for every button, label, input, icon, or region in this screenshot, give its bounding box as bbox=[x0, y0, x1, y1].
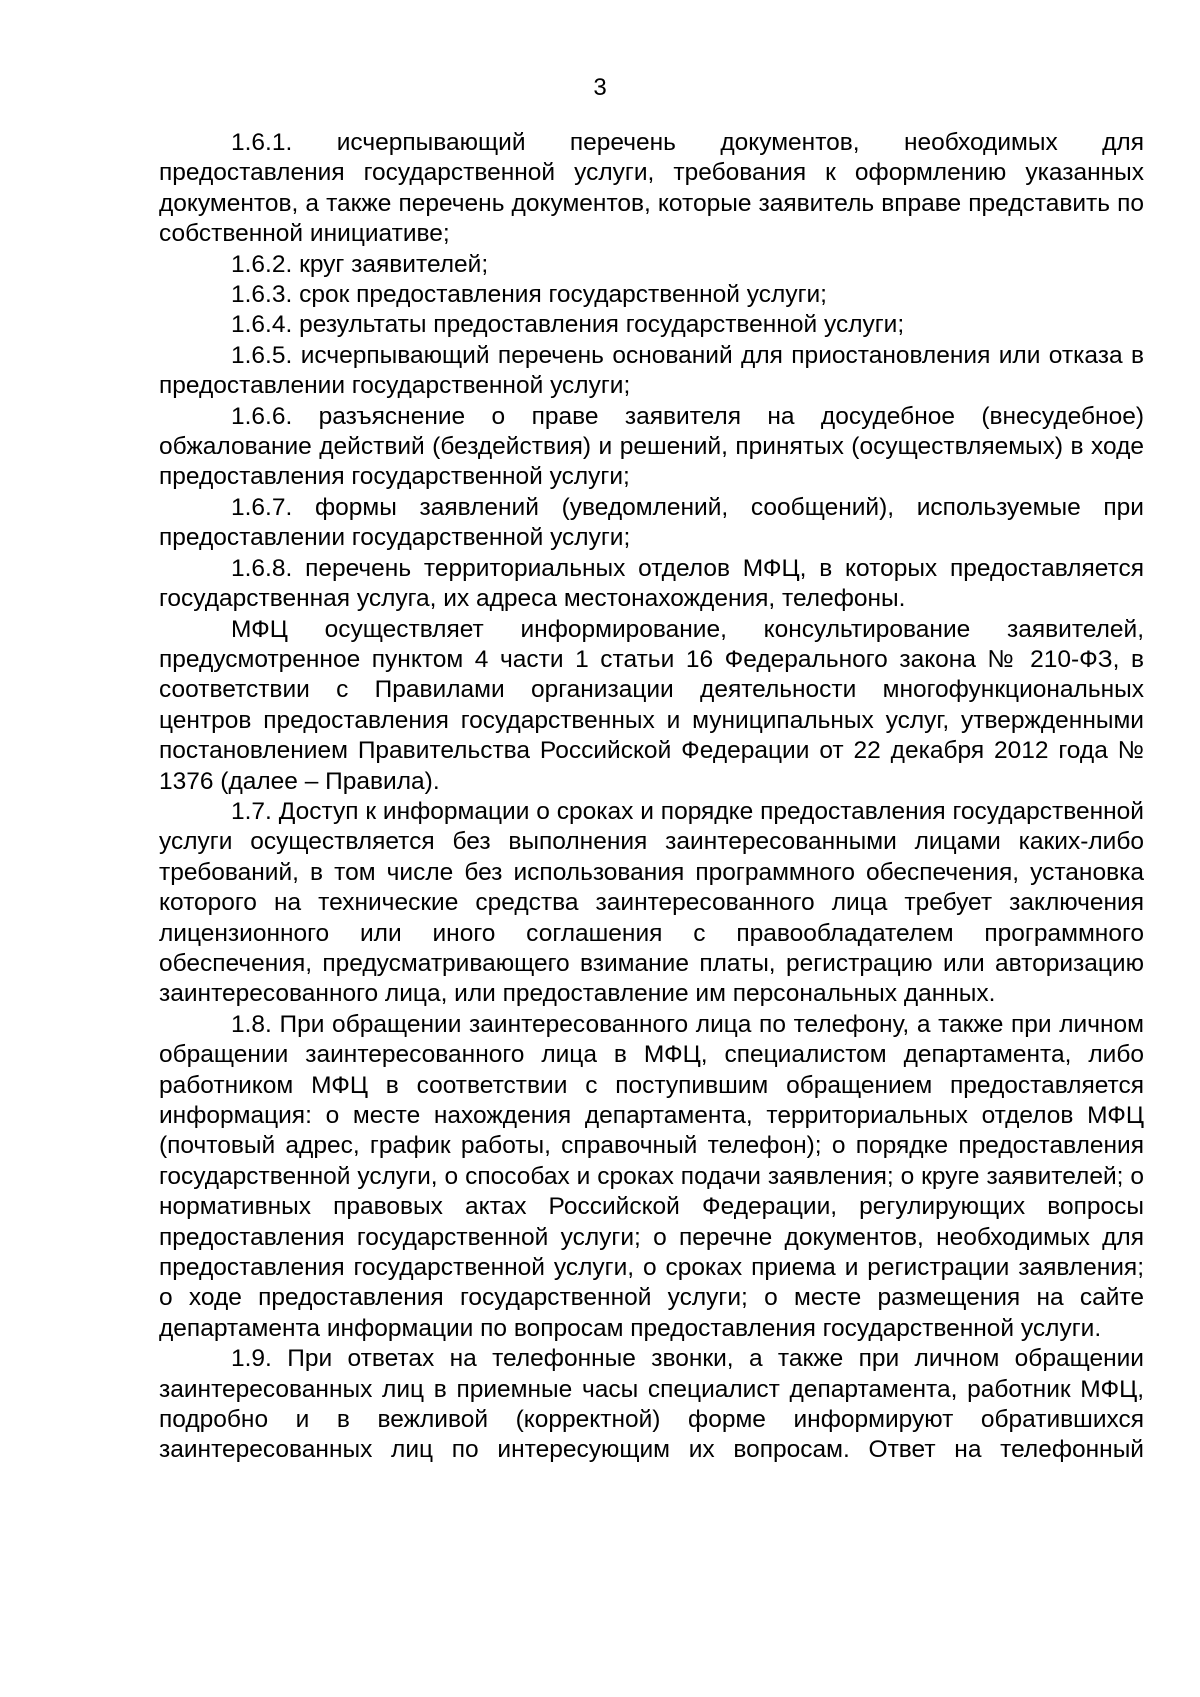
document-body bbox=[159, 128, 1144, 1466]
paragraph-1-6-6: 1.6.6. разъяснение о праве заявителя на досудебное (внесудебное) обжалование действий (бездействия) и решений, принятых (осуществляемых) в ходе предоставления государственной услуги; bbox=[159, 402, 1144, 491]
paragraph-1-6-3: 1.6.3. срок предоставления государственной услуги; bbox=[231, 281, 827, 309]
paragraph-1-6-1: 1.6.1. исчерпывающий перечень документов, необходимых для предоставления государственной услуги, требования к оформлению указанных документов, а также перечень документов, которые заявитель вправе представить по собственной инициативе; bbox=[159, 129, 1144, 248]
paragraph-1-8: 1.8. При обращении заинтересованного лица по телефону, а также при личном обращении заинтересованного лица в МФЦ, специалистом департамента, либо работником МФЦ в соответствии с поступившим обращением предоставляется информация: о месте нахождения департамента, территориальных отделов МФЦ (почтовый адрес, график работы, справочный телефон); о порядке предоставления государственной услуги, о способах и сроках подачи заявления; о круге заявителей; о нормативных правовых актах Российской Федерации, регулирующих вопросы предоставления государственной услуги; о перечне документов, необходимых для предоставления государственной услуги, о сроках приема и регистрации заявления; о ходе предоставления государственной услуги; о месте размещения на сайте департамента информации по вопросам предоставления государственной услуги. bbox=[159, 1010, 1144, 1342]
paragraph-1-7: 1.7. Доступ к информации о сроках и порядке предоставления государственной услуги осуществляется без выполнения заинтересованными лицами каких-либо требований, в том числе без использования программного обеспечения, установка которого на технические средства заинтересованного лица требует заключения лицензионного или иного соглашения с правообладателем программного обеспечения, предусматривающего взимание платы, регистрацию или авторизацию заинтересованного лица, или предоставление им персональных данных. bbox=[159, 797, 1144, 1008]
paragraph-1-6-7: 1.6.7. формы заявлений (уведомлений, сообщений), используемые при предоставлении государственной услуги; bbox=[159, 493, 1144, 552]
paragraph-mfc: МФЦ осуществляет информирование, консультирование заявителей, предусмотренное пунктом 4 части 1 статьи 16 Федерального закона № 210-ФЗ, в соответствии с Правилами организации деятельности многофункциональных центров предоставления государственных и муниципальных услуг, утвержденными постановлением Правительства Российской Федерации от 22 декабря 2012 года № 1376 (далее – Правила). bbox=[159, 615, 1144, 795]
paragraph-1-9: 1.9. При ответах на телефонные звонки, а также при личном обращении заинтересованных лиц в приемные часы специалист департамента, работник МФЦ, подробно и в вежливой (корректной) форме информируют обратившихся заинтересованных лиц по интересующим их вопросам. Ответ на телефонный bbox=[159, 1345, 1144, 1464]
paragraph-1-6-2: 1.6.2. круг заявителей; bbox=[231, 250, 489, 278]
paragraph-1-6-8: 1.6.8. перечень территориальных отделов МФЦ, в которых предоставляется государственная услуга, их адреса местонахождения, телефоны. bbox=[159, 554, 1144, 613]
page-number: 3 bbox=[593, 74, 607, 101]
paragraph-1-6-4: 1.6.4. результаты предоставления государственной услуги; bbox=[231, 311, 905, 339]
paragraph-1-6-5: 1.6.5. исчерпывающий перечень оснований для приостановления или отказа в предоставлении государственной услуги; bbox=[159, 341, 1144, 400]
